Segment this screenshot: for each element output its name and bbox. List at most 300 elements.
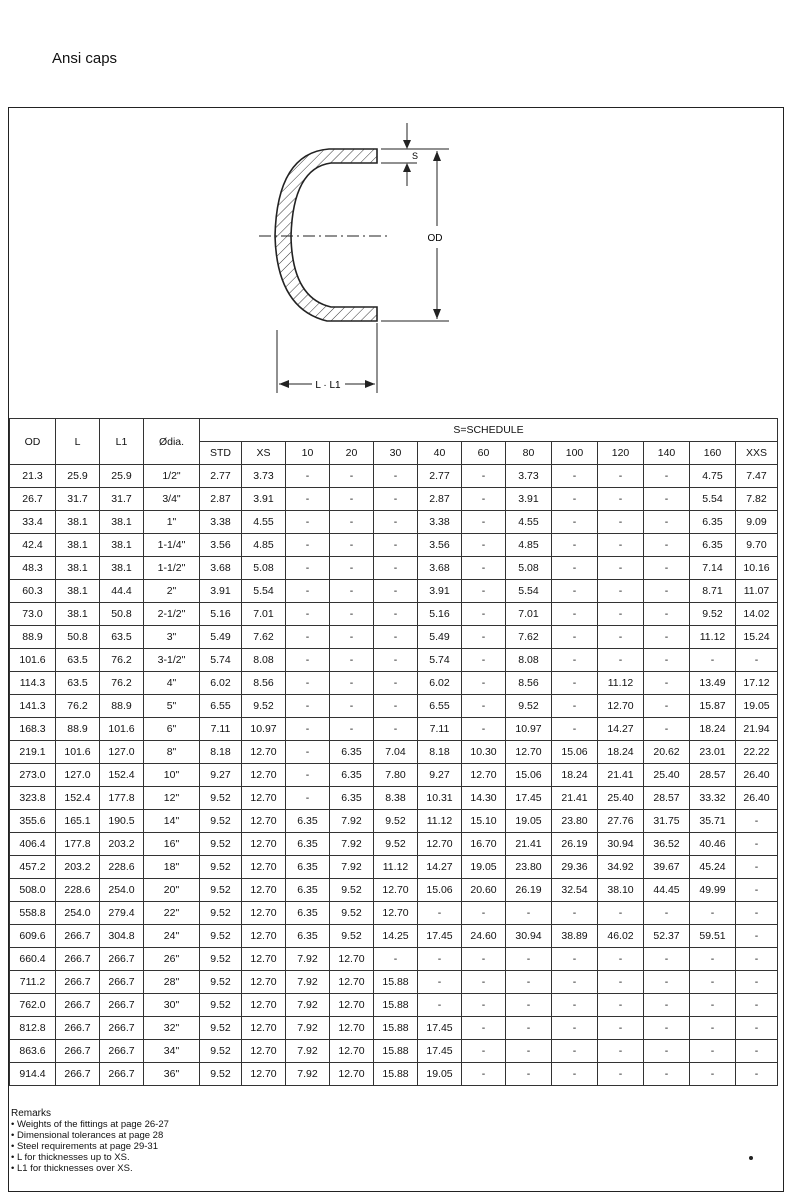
table-cell: - [462,488,506,511]
table-cell: 8.08 [506,649,552,672]
table-cell: - [644,1017,690,1040]
header-l1: L1 [100,419,144,465]
table-cell: - [736,833,778,856]
table-cell: 27.76 [598,810,644,833]
table-cell: 10.97 [242,718,286,741]
table-cell: 12.70 [374,879,418,902]
table-cell: 11.12 [418,810,462,833]
table-cell: - [598,511,644,534]
table-cell: - [598,557,644,580]
table-cell: - [552,534,598,557]
table-cell: 9.52 [690,603,736,626]
table-cell: - [644,465,690,488]
table-cell: 812.8 [10,1017,56,1040]
table-cell: - [462,672,506,695]
table-cell: - [598,626,644,649]
table-cell: 15.88 [374,994,418,1017]
table-cell: - [690,1017,736,1040]
table-cell: 12.70 [330,994,374,1017]
table-cell: 7.92 [330,810,374,833]
table-cell: 18" [144,856,200,879]
table-cell: 7.92 [286,1040,330,1063]
table-cell: - [418,902,462,925]
table-cell: 254.0 [56,902,100,925]
table-cell: - [462,948,506,971]
table-cell: 38.1 [100,557,144,580]
table-cell: - [462,649,506,672]
table-cell: - [736,971,778,994]
table-cell: 12.70 [418,833,462,856]
table-cell: 127.0 [100,741,144,764]
table-cell: 7.47 [736,465,778,488]
table-cell: - [552,948,598,971]
table-cell: - [506,948,552,971]
table-cell: 2.87 [200,488,242,511]
table-cell: 4.85 [242,534,286,557]
table-cell: 6.35 [330,741,374,764]
remark-item: • L for thicknesses up to XS. [11,1152,169,1163]
table-cell: - [506,994,552,1017]
table-cell: - [552,695,598,718]
table-cell: 406.4 [10,833,56,856]
table-cell: 3/4" [144,488,200,511]
print-mark [749,1156,753,1160]
table-cell: 17.45 [418,1017,462,1040]
table-cell: 101.6 [100,718,144,741]
table-cell: - [644,534,690,557]
table-cell: - [374,557,418,580]
table-cell: 15.24 [736,626,778,649]
table-cell: 10.30 [462,741,506,764]
table-cell: - [736,649,778,672]
table-cell: 12.70 [242,994,286,1017]
table-cell: 12.70 [242,741,286,764]
header-schedule-10: 10 [286,442,330,465]
table-cell: 7.01 [242,603,286,626]
table-cell: 6.02 [200,672,242,695]
table-cell: 12.70 [242,925,286,948]
table-cell: 18.24 [598,741,644,764]
table-cell: 26.40 [736,787,778,810]
table-cell: 2.77 [418,465,462,488]
table-cell: - [462,1040,506,1063]
table-cell: 26.19 [552,833,598,856]
table-cell: 6.35 [286,902,330,925]
table-cell: 9.52 [200,1063,242,1086]
table-cell: - [330,534,374,557]
table-cell: 7.82 [736,488,778,511]
table-cell: 6.35 [690,534,736,557]
table-cell: 8.56 [242,672,286,695]
table-cell: 30.94 [598,833,644,856]
table-cell: - [286,534,330,557]
table-cell: 14" [144,810,200,833]
table-row [10,994,778,1017]
table-cell: - [330,488,374,511]
table-cell: 40.46 [690,833,736,856]
table-cell: 44.45 [644,879,690,902]
table-cell: - [286,603,330,626]
table-cell: - [736,856,778,879]
table-cell: - [330,672,374,695]
header-schedule-100: 100 [552,442,598,465]
table-cell: 9.09 [736,511,778,534]
table-cell: - [374,695,418,718]
table-cell: 9.27 [418,764,462,787]
table-cell: - [736,1063,778,1086]
table-cell: 5.08 [242,557,286,580]
table-cell: - [736,1040,778,1063]
header-schedule-60: 60 [462,442,506,465]
table-cell: 28.57 [644,787,690,810]
table-cell: 15.06 [418,879,462,902]
table-cell: 4.85 [506,534,552,557]
header-schedule-title: S=SCHEDULE [200,419,778,442]
header-schedule-std: STD [200,442,242,465]
header-l: L [56,419,100,465]
table-cell: 34.92 [598,856,644,879]
table-cell: 5.74 [418,649,462,672]
table-cell: 5.08 [506,557,552,580]
table-cell: 16" [144,833,200,856]
table-cell: - [506,1017,552,1040]
table-cell: 44.4 [100,580,144,603]
table-cell: - [552,1063,598,1086]
table-cell: 20.60 [462,879,506,902]
table-cell: - [552,603,598,626]
table-cell: - [644,695,690,718]
table-cell: - [462,465,506,488]
table-cell: - [598,1017,644,1040]
table-cell: 30" [144,994,200,1017]
table-cell: 31.7 [100,488,144,511]
table-cell: - [462,1063,506,1086]
table-cell: - [736,994,778,1017]
table-cell: 2.87 [418,488,462,511]
table-cell: - [598,649,644,672]
table-cell: 8.08 [242,649,286,672]
table-cell: 26.40 [736,764,778,787]
table-cell: 19.05 [418,1063,462,1086]
table-cell: 914.4 [10,1063,56,1086]
table-cell: 6.35 [690,511,736,534]
table-cell: - [690,948,736,971]
table-cell: 6.55 [200,695,242,718]
dimension-table [9,418,778,1086]
table-cell: - [374,672,418,695]
table-cell: 266.7 [56,948,100,971]
table-cell: - [286,764,330,787]
table-cell: 12.70 [374,902,418,925]
table-cell: 10.31 [418,787,462,810]
table-cell: - [598,1040,644,1063]
table-cell: - [690,971,736,994]
table-cell: - [374,580,418,603]
table-cell: 17.45 [418,925,462,948]
od-dimension-label: OD [427,233,443,244]
table-cell: 9.52 [200,902,242,925]
table-cell: - [736,925,778,948]
table-cell: 19.05 [736,695,778,718]
table-cell: 21.41 [598,764,644,787]
table-cell: 457.2 [10,856,56,879]
table-cell: - [644,511,690,534]
table-row [10,971,778,994]
table-cell: 3.38 [200,511,242,534]
table-cell: 7.92 [286,1017,330,1040]
table-cell: 7.92 [330,856,374,879]
table-cell: 4.55 [242,511,286,534]
table-cell: - [286,557,330,580]
table-cell: 863.6 [10,1040,56,1063]
table-row [10,603,778,626]
table-cell: 266.7 [100,971,144,994]
table-cell: 63.5 [56,672,100,695]
table-cell: - [736,1017,778,1040]
table-cell: 5.49 [200,626,242,649]
table-cell: - [598,1063,644,1086]
table-cell: 141.3 [10,695,56,718]
table-cell: - [736,948,778,971]
table-cell: 12.70 [242,856,286,879]
table-cell: 15.06 [552,741,598,764]
table-cell: 9.52 [200,879,242,902]
table-cell: 266.7 [100,1063,144,1086]
header-schedule-xxs: XXS [736,442,778,465]
table-cell: - [286,465,330,488]
table-cell: 28" [144,971,200,994]
table-cell: 14.27 [598,718,644,741]
table-cell: - [286,695,330,718]
table-cell: 9.52 [200,925,242,948]
table-cell: - [506,902,552,925]
table-cell: - [506,971,552,994]
table-cell: 50.8 [100,603,144,626]
table-cell: 304.8 [100,925,144,948]
table-cell: 36" [144,1063,200,1086]
table-cell: 660.4 [10,948,56,971]
table-cell: 3.56 [418,534,462,557]
table-cell: - [598,488,644,511]
table-cell: 11.12 [690,626,736,649]
table-cell: 254.0 [100,879,144,902]
table-cell: 12.70 [506,741,552,764]
table-cell: 88.9 [56,718,100,741]
table-cell: 3.68 [418,557,462,580]
table-cell: 15.87 [690,695,736,718]
table-cell: 7.80 [374,764,418,787]
table-cell: 3-1/2" [144,649,200,672]
table-cell: 7.92 [286,994,330,1017]
table-cell: - [506,1063,552,1086]
table-cell: 9.52 [200,1040,242,1063]
table-cell: 8.56 [506,672,552,695]
table-cell: 101.6 [56,741,100,764]
table-cell: 5.74 [200,649,242,672]
table-cell: 46.02 [598,925,644,948]
table-cell: - [644,557,690,580]
table-cell: 266.7 [56,971,100,994]
table-cell: 9.70 [736,534,778,557]
table-cell: - [598,534,644,557]
cap-section-shape [275,149,377,321]
remark-item: • L1 for thicknesses over XS. [11,1163,169,1174]
table-cell: 3.91 [242,488,286,511]
table-cell: 26" [144,948,200,971]
remarks-list [11,1119,169,1174]
table-cell: 26.7 [10,488,56,511]
s-dimension-label: S [412,151,419,161]
table-row [10,718,778,741]
table-row [10,465,778,488]
table-cell: 14.02 [736,603,778,626]
table-cell: 7.11 [200,718,242,741]
table-cell: - [286,787,330,810]
table-cell: 26.19 [506,879,552,902]
table-cell: 9.27 [200,764,242,787]
table-cell: 28.57 [690,764,736,787]
table-row [10,856,778,879]
table-cell: 7.92 [286,1063,330,1086]
table-cell: 266.7 [100,1040,144,1063]
table-cell: 12.70 [242,971,286,994]
table-row [10,488,778,511]
table-cell: - [330,718,374,741]
table-row [10,741,778,764]
table-cell: 23.01 [690,741,736,764]
table-cell: - [552,511,598,534]
table-cell: 11.12 [374,856,418,879]
l-dimension-label: L · L1 [315,380,341,391]
table-cell: 15.88 [374,971,418,994]
table-cell: 9.52 [200,856,242,879]
table-cell: 15.10 [462,810,506,833]
table-cell: 12.70 [242,1040,286,1063]
table-cell: 6.02 [418,672,462,695]
table-cell: 228.6 [100,856,144,879]
table-cell: - [644,603,690,626]
table-cell: 8.18 [200,741,242,764]
table-cell: 5.54 [506,580,552,603]
table-cell: 10" [144,764,200,787]
table-cell: 33.4 [10,511,56,534]
table-cell: - [644,902,690,925]
table-row [10,1063,778,1086]
table-cell: 59.51 [690,925,736,948]
table-cell: - [418,948,462,971]
table-cell: 273.0 [10,764,56,787]
table-cell: 266.7 [100,994,144,1017]
table-cell: 10.16 [736,557,778,580]
table-cell: - [462,511,506,534]
table-cell: 6.35 [286,833,330,856]
table-cell: 228.6 [56,879,100,902]
table-cell: 3.68 [200,557,242,580]
table-cell: 12.70 [330,971,374,994]
table-cell: 36.52 [644,833,690,856]
table-cell: - [462,580,506,603]
table-row [10,626,778,649]
table-cell: 21.94 [736,718,778,741]
table-cell: 6.35 [286,810,330,833]
table-cell: 9.52 [330,879,374,902]
table-cell: - [552,902,598,925]
table-row [10,695,778,718]
table-cell: - [374,465,418,488]
table-cell: - [462,603,506,626]
table-cell: 13.49 [690,672,736,695]
header-schedule-20: 20 [330,442,374,465]
table-cell: - [552,994,598,1017]
table-cell: 177.8 [100,787,144,810]
table-row [10,511,778,534]
table-cell: 19.05 [462,856,506,879]
table-cell: 18.24 [690,718,736,741]
table-cell: 15.88 [374,1017,418,1040]
table-cell: 35.71 [690,810,736,833]
table-row [10,1017,778,1040]
table-cell: 9.52 [200,810,242,833]
table-cell: - [644,672,690,695]
table-cell: 3.73 [506,465,552,488]
table-cell: - [286,626,330,649]
table-row [10,833,778,856]
table-cell: 7.04 [374,741,418,764]
table-cell: 32.54 [552,879,598,902]
table-cell: - [552,465,598,488]
table-cell: - [690,994,736,1017]
table-cell: - [374,603,418,626]
table-cell: - [644,626,690,649]
table-cell: 24.60 [462,925,506,948]
table-cell: 3.56 [200,534,242,557]
table-cell: 12.70 [330,1063,374,1086]
table-cell: 76.2 [56,695,100,718]
table-cell: 9.52 [374,810,418,833]
table-cell: - [598,902,644,925]
table-cell: 1" [144,511,200,534]
table-cell: 165.1 [56,810,100,833]
table-cell: 8.18 [418,741,462,764]
table-cell: 22.22 [736,741,778,764]
table-cell: 12.70 [242,879,286,902]
table-cell: - [736,879,778,902]
table-cell: - [418,971,462,994]
table-cell: 25.9 [56,465,100,488]
table-cell: 6.35 [286,879,330,902]
table-cell: - [462,994,506,1017]
table-cell: 31.7 [56,488,100,511]
table-cell: 33.32 [690,787,736,810]
table-cell: 3.73 [242,465,286,488]
table-cell: 711.2 [10,971,56,994]
header-schedule-xs: XS [242,442,286,465]
header-schedule-80: 80 [506,442,552,465]
table-cell: - [644,994,690,1017]
table-cell: 76.2 [100,672,144,695]
table-cell: 9.52 [200,833,242,856]
table-cell: 30.94 [506,925,552,948]
table-cell: 2.77 [200,465,242,488]
table-cell: - [286,649,330,672]
table-cell: - [598,948,644,971]
table-cell: 5.54 [690,488,736,511]
table-cell: 12.70 [242,764,286,787]
table-cell: - [552,971,598,994]
table-cell: 3" [144,626,200,649]
table-cell: 8" [144,741,200,764]
table-cell: 3.91 [506,488,552,511]
